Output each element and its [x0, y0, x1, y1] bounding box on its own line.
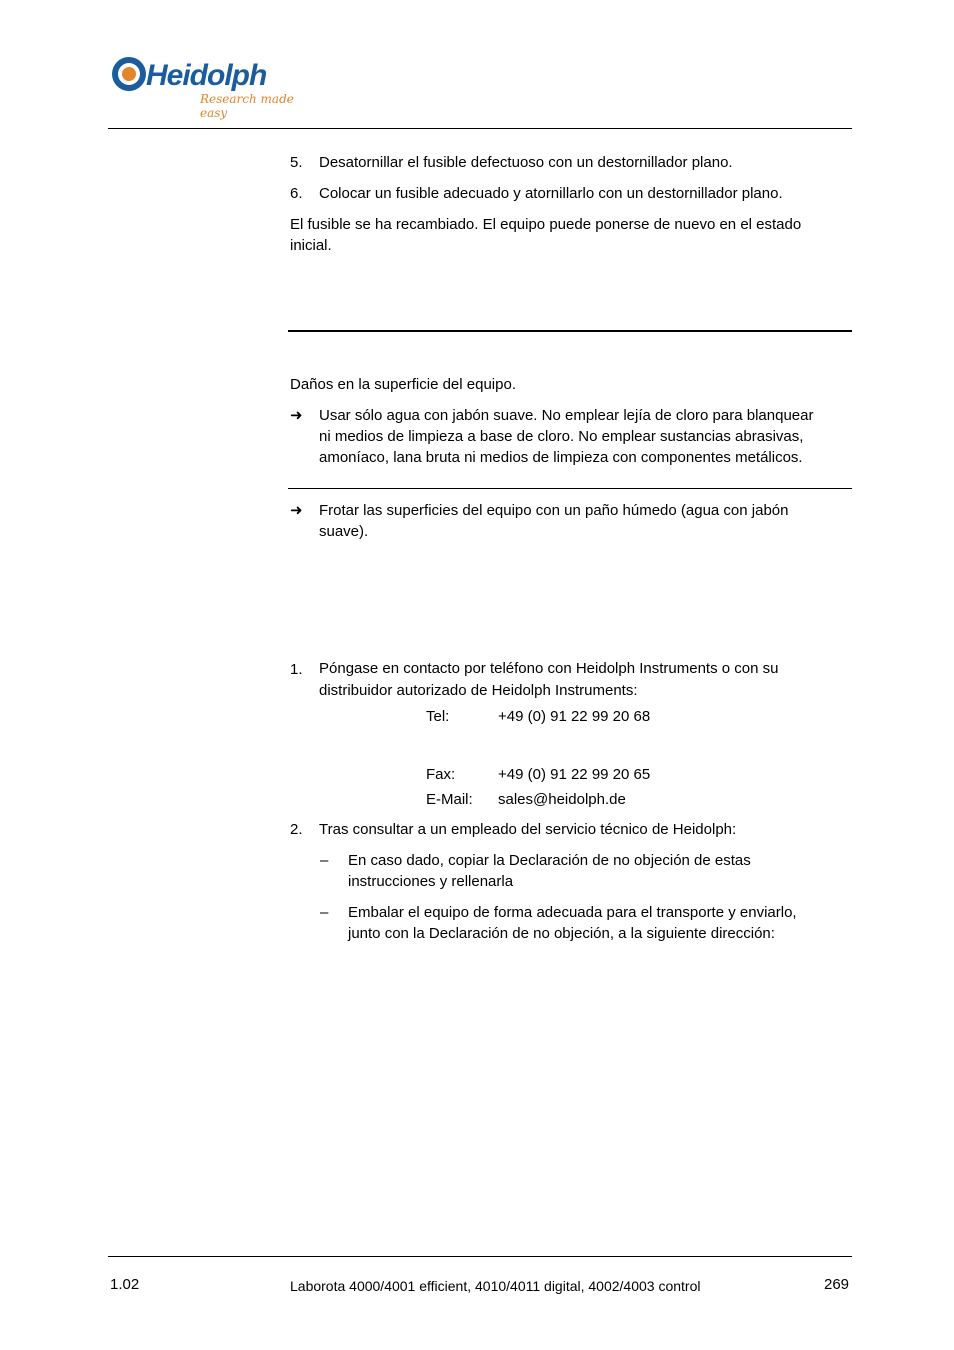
- logo-tagline: Research made easy: [200, 92, 294, 120]
- step-5-text: Desatornillar el fusible defectuoso con un destornillador plano.: [319, 154, 733, 171]
- footer-version: 1.02: [110, 1276, 140, 1293]
- instruction-line-3: amoníaco, lana bruta ni medios de limpieza con componentes metálicos.: [319, 449, 803, 466]
- section-divider: [288, 330, 852, 332]
- cleaning-step-line-1: Frotar las superficies del equipo con un paño húmedo (agua con jabón: [319, 502, 789, 519]
- logo-brand-text: Heidolph: [146, 59, 267, 92]
- step-6-number: 6.: [290, 185, 303, 202]
- cleaning-step-line-2: suave).: [319, 523, 369, 540]
- arrow-right-icon: ➜: [290, 502, 303, 519]
- footer-divider: [108, 1256, 852, 1257]
- service-step-2-text: Tras consultar a un empleado del servicio técnico de Heidolph:: [319, 821, 737, 838]
- bullet-2-dash: –: [320, 904, 329, 921]
- contact-tel-label: Tel:: [426, 708, 450, 725]
- bullet-2-line-2: junto con la Declaración de no objeción, a la siguiente dirección:: [348, 925, 775, 942]
- contact-tel-value: +49 (0) 91 22 99 20 68: [498, 708, 651, 725]
- contact-fax-label: Fax:: [426, 766, 456, 783]
- footer-page-number: 269: [824, 1276, 850, 1293]
- bullet-2-line-1: Embalar el equipo de forma adecuada para el transporte y enviarlo,: [348, 904, 797, 921]
- warning-text: Daños en la superficie del equipo.: [290, 376, 516, 393]
- instruction-line-1: Usar sólo agua con jabón suave. No emplear lejía de cloro para blanquear: [319, 407, 814, 424]
- footer-title: Laborota 4000/4001 efficient, 4010/4011 digital, 4002/4003 control: [290, 1278, 701, 1294]
- contact-fax-value: +49 (0) 91 22 99 20 65: [498, 766, 651, 783]
- bullet-1-line-1: En caso dado, copiar la Declaración de no objeción de estas: [348, 852, 751, 869]
- warning-divider: [288, 488, 852, 489]
- heidolph-logo: [108, 50, 323, 120]
- result-line-2: inicial.: [290, 237, 332, 254]
- bullet-1-dash: –: [320, 852, 329, 869]
- logo-mark-icon: [110, 55, 148, 93]
- instruction-line-2: ni medios de limpieza a base de cloro. No emplear sustancias abrasivas,: [319, 428, 804, 445]
- service-step-1-line-1: Póngase en contacto por teléfono con Heidolph Instruments o con su: [319, 660, 779, 677]
- contact-email-label: E-Mail:: [426, 791, 473, 808]
- step-6-text: Colocar un fusible adecuado y atornillarlo con un destornillador plano.: [319, 185, 783, 202]
- step-5-number: 5.: [290, 154, 303, 171]
- service-step-1-line-2: distribuidor autorizado de Heidolph Instruments:: [319, 682, 638, 699]
- header-divider: [108, 128, 852, 129]
- contact-email-value[interactable]: sales@heidolph.de: [498, 791, 626, 808]
- arrow-right-icon: ➜: [290, 407, 303, 424]
- service-step-2-number: 2.: [290, 821, 303, 838]
- result-line-1: El fusible se ha recambiado. El equipo puede ponerse de nuevo en el estado: [290, 216, 802, 233]
- bullet-1-line-2: instrucciones y rellenarla: [348, 873, 514, 890]
- service-step-1-number: 1.: [290, 661, 303, 678]
